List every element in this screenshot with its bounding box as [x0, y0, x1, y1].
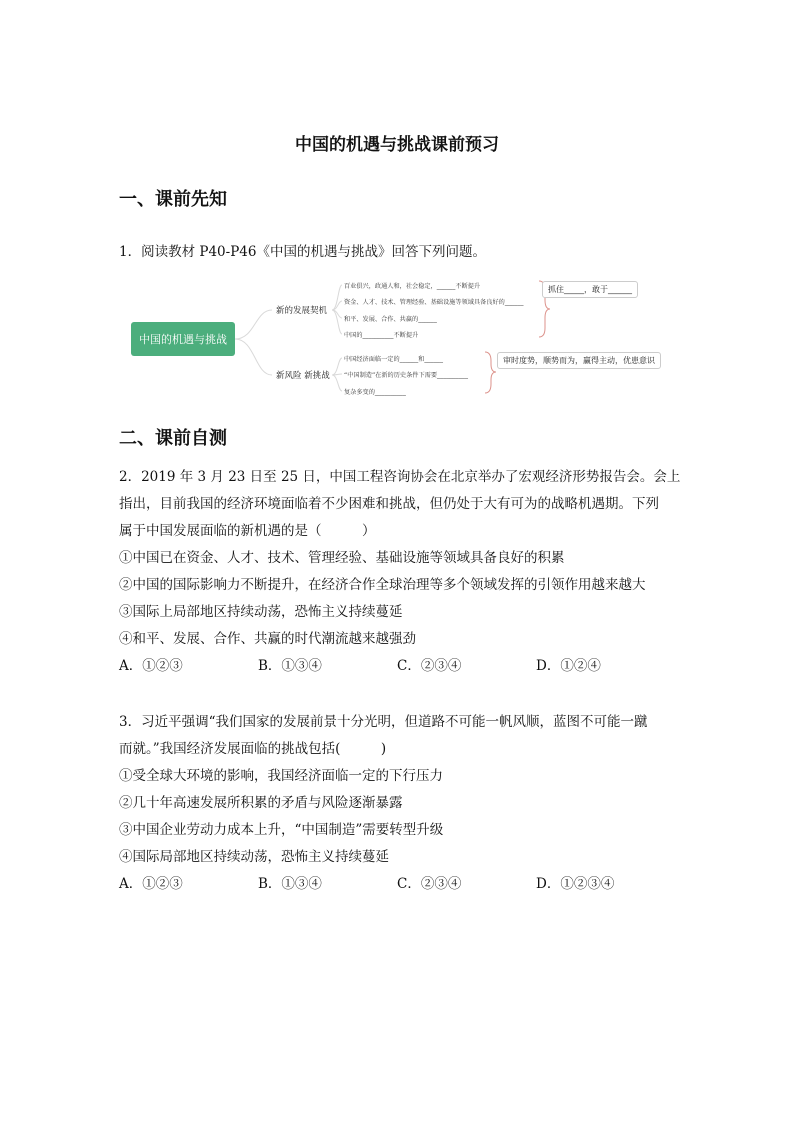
opportunity-item-4: 中国的__________不断提升 — [344, 332, 419, 339]
page-title: 中国的机遇与挑战课前预习 — [295, 135, 499, 155]
question-3-statement-2: ②几十年高速发展所积累的矛盾与风险逐渐暴露 — [119, 795, 403, 811]
opportunity-item-2: 资金、人才、技术、管理经验、基础设施等领域具备良好的______ — [344, 299, 524, 306]
risk-item-2: “中国制造”在新的历史条件下需要__________ — [344, 372, 468, 379]
question-2-options — [0, 654, 794, 674]
risk-summary: 审时度势，顺势而为，赢得主动，优患意识 — [497, 352, 661, 369]
q3-option-d[interactable]: D．①②③④ — [536, 876, 615, 892]
q2-option-d[interactable]: D．①②④ — [536, 658, 601, 674]
question-2-line-2: 指出，目前我国的经济环境面临着不少困难和挑战，但仍处于大有可为的战略机遇期。下列 — [119, 496, 659, 512]
question-3-statement-3: ③中国企业劳动力成本上升，“中国制造”需要转型升级 — [119, 822, 444, 838]
question-3-line-1: 3．习近平强调“我们国家的发展前景十分光明，但道路不可能一帆风顺，蓝图不可能一蹴 — [119, 714, 648, 730]
question-2-statement-3: ③国际上局部地区持续动荡，恐怖主义持续蔓延 — [119, 604, 403, 620]
q3-option-b[interactable]: B．①③④ — [258, 876, 322, 892]
section-heading-2: 二、课前自测 — [119, 428, 227, 449]
section-heading-1: 一、课前先知 — [119, 189, 227, 210]
risk-item-3: 复杂多变的__________ — [344, 389, 406, 396]
q2-option-a[interactable]: A．①②③ — [119, 658, 183, 674]
q2-option-c[interactable]: C．②③④ — [397, 658, 462, 674]
q3-option-a[interactable]: A．①②③ — [119, 876, 183, 892]
question-3-statement-1: ①受全球大环境的影响，我国经济面临一定的下行压力 — [119, 768, 443, 784]
mind-map-root: 中国的机遇与挑战 — [131, 322, 235, 356]
branch-new-risks: 新风险 新挑战 — [276, 371, 330, 381]
q3-option-c[interactable]: C．②③④ — [397, 876, 462, 892]
question-3-line-2: 而就。”我国经济发展面临的挑战包括( ) — [119, 741, 387, 757]
risk-item-1: 中国经济面临一定的______和______ — [344, 356, 443, 363]
branch-new-opportunities: 新的发展契机 — [276, 306, 328, 316]
question-2-statement-2: ②中国的国际影响力不断提升，在经济合作全球治理等多个领域发挥的引领作用越来越大 — [119, 577, 646, 593]
question-3-statement-4: ④国际局部地区持续动荡，恐怖主义持续蔓延 — [119, 849, 389, 865]
question-1: 1．阅读教材 P40-P46《中国的机遇与挑战》回答下列问题。 — [119, 244, 486, 260]
opportunity-summary: 抓住_____，敢于______ — [542, 281, 638, 298]
question-3-options — [0, 872, 794, 892]
opportunity-item-3: 和平、发展、合作、共赢的______ — [344, 316, 437, 323]
question-2-statement-1: ①中国已在资金、人才、技术、管理经验、基础设施等领域具备良好的积累 — [119, 550, 565, 566]
opportunity-item-1: 百业俱兴，政通人和，社会稳定，______不断提升 — [344, 283, 481, 290]
question-2-line-3: 属于中国发展面临的新机遇的是（ ） — [119, 523, 376, 539]
question-2-line-1: 2．2019 年 3 月 23 日至 25 日，中国工程咨询协会在北京举办了宏观经济形势报告会。会上 — [119, 469, 681, 485]
question-2-statement-4: ④和平、发展、合作、共赢的时代潮流越来越强劲 — [119, 631, 416, 647]
q2-option-b[interactable]: B．①③④ — [258, 658, 322, 674]
